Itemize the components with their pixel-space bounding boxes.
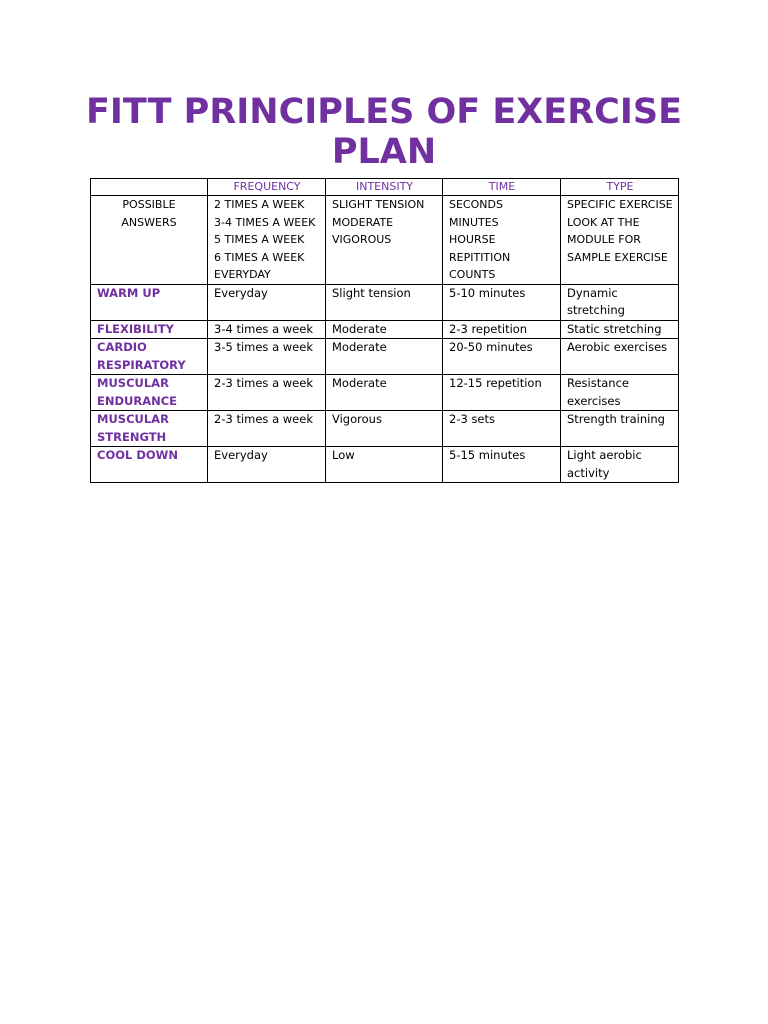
cell-intensity: Moderate <box>326 320 443 339</box>
possible-frequency-item: 3-4 TIMES A WEEK <box>214 215 316 229</box>
cell-intensity: Moderate <box>326 375 443 411</box>
possible-frequency-cell <box>208 196 326 285</box>
cell-frequency: 3-5 times a week <box>208 339 326 375</box>
table-row <box>91 447 679 483</box>
cell-frequency: 3-4 times a week <box>208 320 326 339</box>
possible-type-item: SPECIFIC EXERCISE <box>567 198 673 211</box>
row-label-cool-down: COOL DOWN <box>91 447 208 483</box>
possible-label-line: ANSWERS <box>121 215 177 229</box>
header-frequency: FREQUENCY <box>208 179 326 196</box>
possible-type-item: MODULE FOR <box>567 233 641 246</box>
cell-type: Light aerobic activity <box>561 447 679 483</box>
possible-frequency-item: 5 TIMES A WEEK <box>214 233 305 246</box>
cell-type: Static stretching <box>561 320 679 339</box>
header-empty <box>91 179 208 196</box>
cell-time: 5-15 minutes <box>443 447 561 483</box>
table-row <box>91 320 679 339</box>
document-title: FITT PRINCIPLES OF EXERCISE PLAN <box>86 92 682 172</box>
possible-type-cell <box>561 196 679 285</box>
possible-frequency-item: 6 TIMES A WEEK <box>214 250 305 264</box>
cell-intensity: Moderate <box>326 339 443 375</box>
possible-frequency-item: 2 TIMES A WEEK <box>214 198 305 211</box>
table-row <box>91 339 679 375</box>
cell-type: Aerobic exercises <box>561 339 679 375</box>
possible-answers-label <box>91 196 208 285</box>
possible-time-item: HOURSE <box>449 233 496 246</box>
possible-type-item: SAMPLE EXERCISE <box>567 250 668 264</box>
table-row <box>91 284 679 320</box>
cell-time: 2-3 repetition <box>443 320 561 339</box>
possible-intensity-item: SLIGHT TENSION <box>332 198 425 211</box>
fitt-table <box>90 178 679 483</box>
row-label-muscular-strength: MUSCULAR STRENGTH <box>91 411 208 447</box>
possible-answers-row <box>91 196 679 285</box>
row-label-muscular-endurance: MUSCULAR ENDURANCE <box>91 375 208 411</box>
possible-time-item: REPITITION <box>449 250 511 264</box>
cell-frequency: Everyday <box>208 447 326 483</box>
cell-intensity: Low <box>326 447 443 483</box>
table-row <box>91 411 679 447</box>
possible-label-line: POSSIBLE <box>122 198 176 211</box>
cell-frequency: 2-3 times a week <box>208 375 326 411</box>
table-row <box>91 375 679 411</box>
possible-intensity-item: MODERATE <box>332 215 394 229</box>
table-header-row <box>91 179 679 196</box>
possible-time-item: COUNTS <box>449 268 496 281</box>
cell-intensity: Vigorous <box>326 411 443 447</box>
cell-intensity: Slight tension <box>326 284 443 320</box>
cell-time: 20-50 minutes <box>443 339 561 375</box>
row-label-flexibility: FLEXIBILITY <box>91 320 208 339</box>
cell-type: Dynamic stretching <box>561 284 679 320</box>
possible-intensity-cell <box>326 196 443 285</box>
cell-frequency: 2-3 times a week <box>208 411 326 447</box>
cell-frequency: Everyday <box>208 284 326 320</box>
row-label-cardio-respiratory: CARDIO RESPIRATORY <box>91 339 208 375</box>
cell-time: 12-15 repetition <box>443 375 561 411</box>
cell-time: 5-10 minutes <box>443 284 561 320</box>
cell-time: 2-3 sets <box>443 411 561 447</box>
cell-type: Strength training <box>561 411 679 447</box>
cell-type: Resistance exercises <box>561 375 679 411</box>
possible-time-cell <box>443 196 561 285</box>
header-intensity: INTENSITY <box>326 179 443 196</box>
possible-type-item: LOOK AT THE <box>567 215 640 229</box>
row-label-warm-up: WARM UP <box>91 284 208 320</box>
header-type: TYPE <box>561 179 679 196</box>
header-time: TIME <box>443 179 561 196</box>
possible-frequency-item: EVERYDAY <box>214 268 271 281</box>
possible-time-item: MINUTES <box>449 215 499 229</box>
possible-intensity-item: VIGOROUS <box>332 233 392 246</box>
possible-time-item: SECONDS <box>449 198 503 211</box>
